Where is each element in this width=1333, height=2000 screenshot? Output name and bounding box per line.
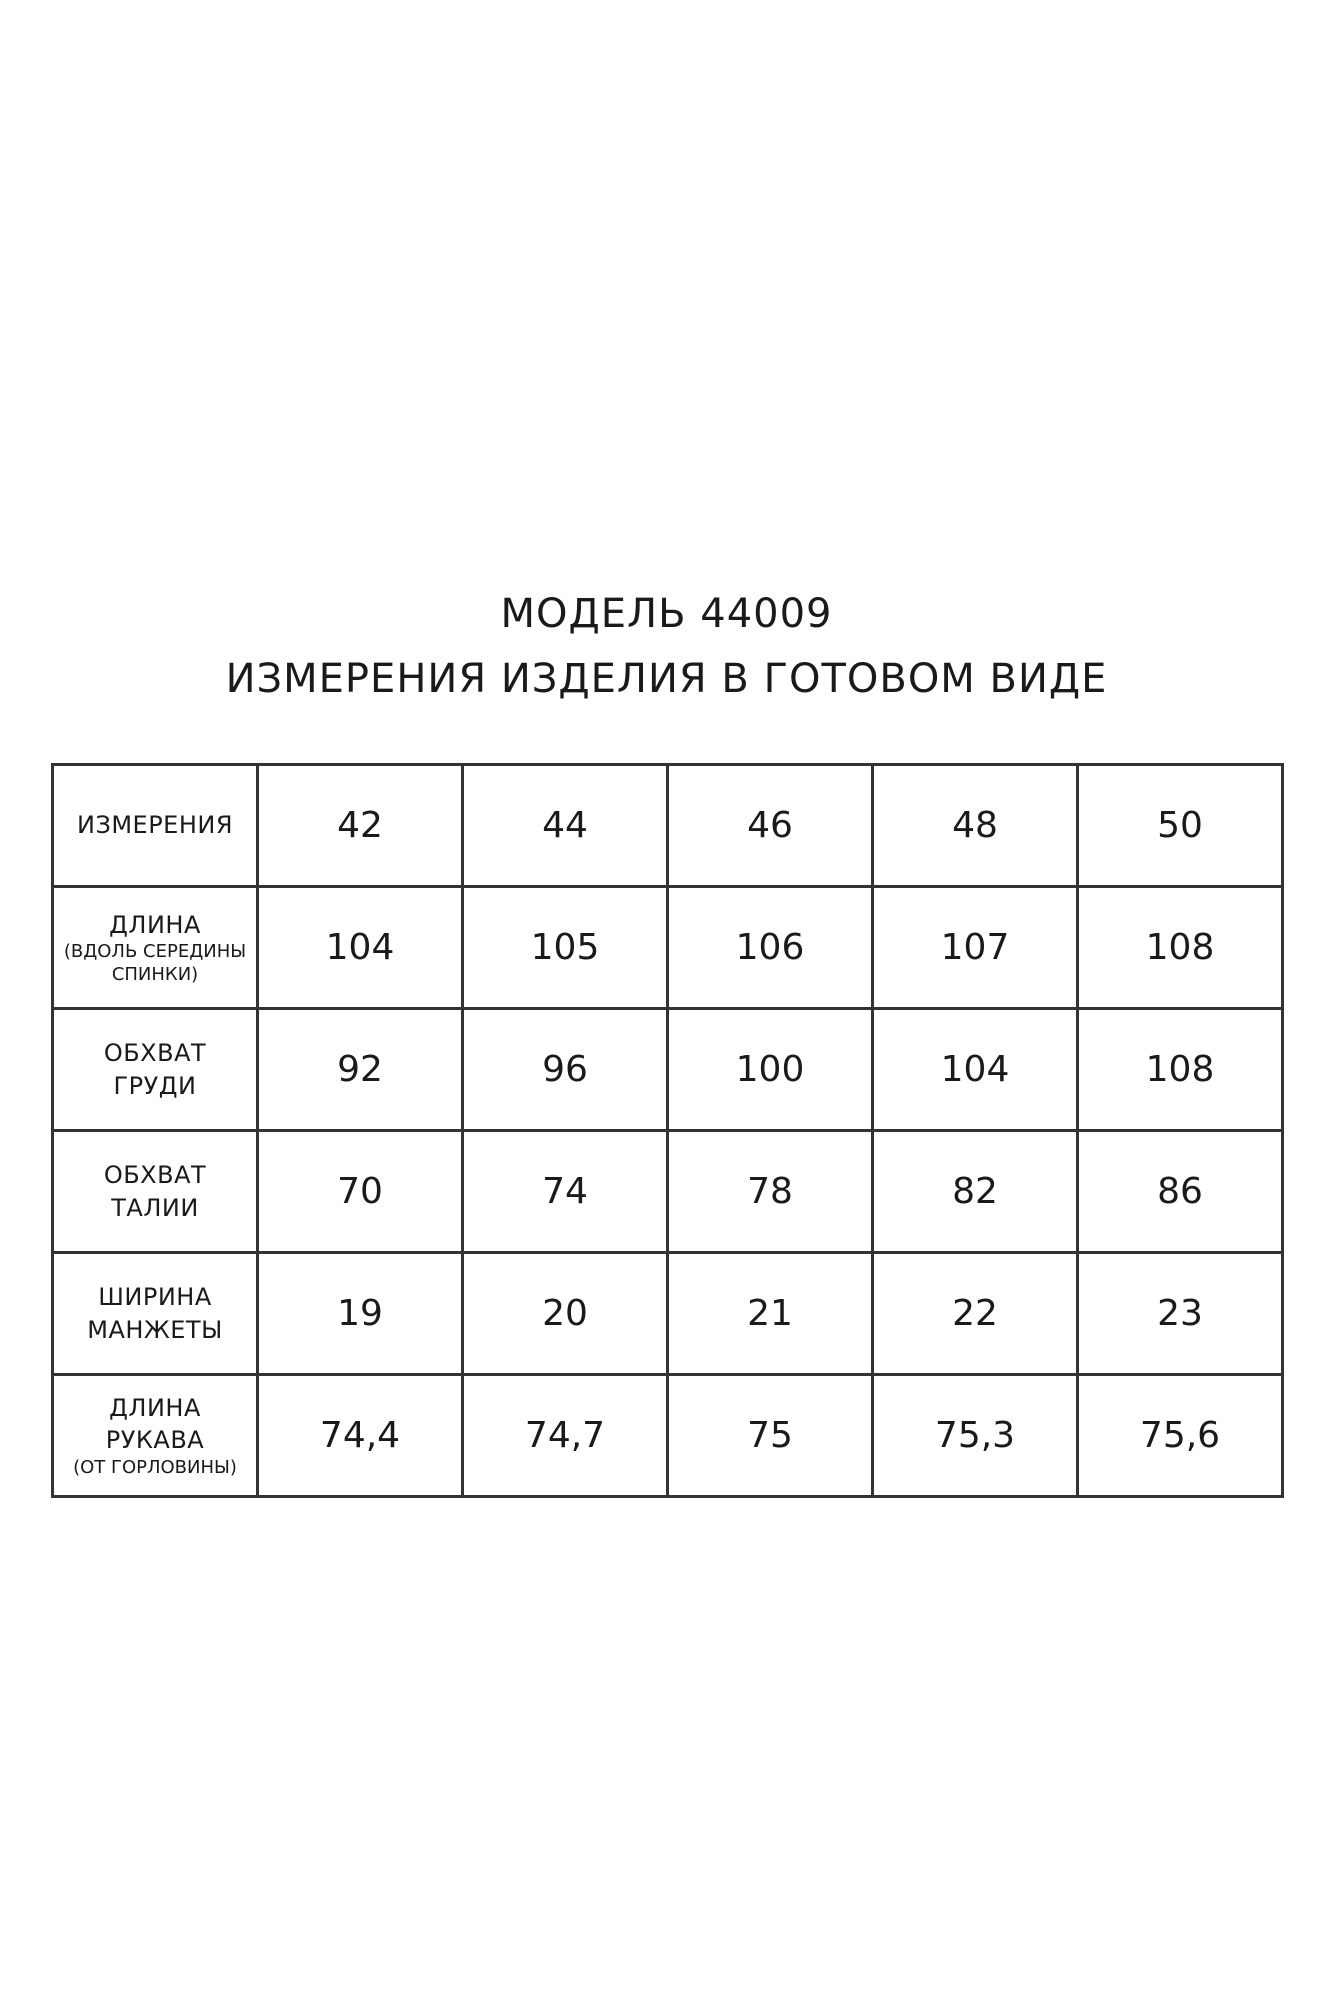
value-cell [258,1253,463,1375]
measurement-value: 104 [325,927,395,968]
measurement-label: ОБХВАТ [103,1039,207,1068]
value-cell [1078,1131,1283,1253]
value-cell [463,1009,668,1131]
measurement-label: ОБХВАТ [103,1161,207,1190]
table-row [53,1131,1283,1253]
value-cell [463,1375,668,1497]
measurement-label: МАНЖЕТЫ [87,1315,223,1344]
measurement-value: 74,4 [319,1415,401,1456]
measurement-label-cell [53,765,258,887]
value-cell [668,887,873,1009]
measurement-label: ШИРИНА [98,1283,212,1312]
value-cell [463,765,668,887]
value-cell [1078,765,1283,887]
value-cell [258,765,463,887]
size-chart-table [51,763,1284,1498]
measurement-value: 108 [1145,1049,1215,1090]
measurement-value: 86 [1157,1171,1203,1212]
measurement-value: 100 [735,1049,805,1090]
value-cell [668,1253,873,1375]
model-title: МОДЕЛЬ 44009 [500,591,833,637]
measurement-value: 78 [747,1171,793,1212]
measurement-value: 104 [940,1049,1010,1090]
measurement-note: (ОТ ГОРЛОВИНЫ) [73,1456,237,1478]
value-cell [463,1131,668,1253]
measurement-label: РУКАВА [105,1426,205,1455]
table-subtitle: ИЗМЕРЕНИЯ ИЗДЕЛИЯ В ГОТОВОМ ВИДЕ [225,656,1108,702]
measurement-value: 75,6 [1139,1415,1221,1456]
measurement-value: 46 [747,805,793,846]
table-row [53,1009,1283,1131]
value-cell [258,1009,463,1131]
measurement-value: 44 [542,805,588,846]
table-row [53,1253,1283,1375]
measurement-label: ТАЛИИ [111,1193,199,1222]
measurement-value: 70 [337,1171,383,1212]
measurement-value: 108 [1145,927,1215,968]
measurement-value: 75,3 [934,1415,1016,1456]
measurement-label-cell [53,1131,258,1253]
measurement-label: ДЛИНА [109,1393,201,1422]
value-cell [668,1131,873,1253]
measurement-value: 23 [1157,1293,1203,1334]
value-cell [1078,1375,1283,1497]
measurement-value: 92 [337,1049,383,1090]
measurement-value: 48 [952,805,998,846]
measurement-value: 106 [735,927,805,968]
value-cell [1078,1253,1283,1375]
measurement-label-cell [53,1009,258,1131]
measurement-value: 82 [952,1171,998,1212]
measurement-value: 107 [940,927,1010,968]
value-cell [1078,1009,1283,1131]
value-cell [668,1375,873,1497]
value-cell [463,1253,668,1375]
value-cell [258,887,463,1009]
measurement-value: 42 [337,805,383,846]
measurement-value: 105 [530,927,600,968]
value-cell [1078,887,1283,1009]
value-cell [873,887,1078,1009]
size-chart-body [53,765,1283,1497]
value-cell [668,765,873,887]
measurement-label-cell [53,1253,258,1375]
measurement-value: 20 [542,1293,588,1334]
table-row [53,1375,1283,1497]
measurement-value: 22 [952,1293,998,1334]
measurement-label: ИЗМЕРЕНИЯ [76,811,234,840]
value-cell [873,1253,1078,1375]
table-row [53,887,1283,1009]
value-cell [463,887,668,1009]
value-cell [873,765,1078,887]
measurement-value: 50 [1157,805,1203,846]
value-cell [668,1009,873,1131]
table-row [53,765,1283,887]
measurement-value: 74 [542,1171,588,1212]
measurement-value: 21 [747,1293,793,1334]
measurement-value: 19 [337,1293,383,1334]
measurement-value: 96 [542,1049,588,1090]
measurement-label: ДЛИНА [109,910,201,939]
measurement-note: СПИНКИ) [111,963,199,985]
value-cell [258,1375,463,1497]
value-cell [258,1131,463,1253]
measurement-value: 75 [747,1415,793,1456]
measurement-label: ГРУДИ [113,1071,197,1100]
measurement-label-cell [53,887,258,1009]
value-cell [873,1131,1078,1253]
measurement-note: (ВДОЛЬ СЕРЕДИНЫ [63,941,247,963]
measurement-value: 74,7 [524,1415,606,1456]
value-cell [873,1375,1078,1497]
measurement-label-cell [53,1375,258,1497]
value-cell [873,1009,1078,1131]
